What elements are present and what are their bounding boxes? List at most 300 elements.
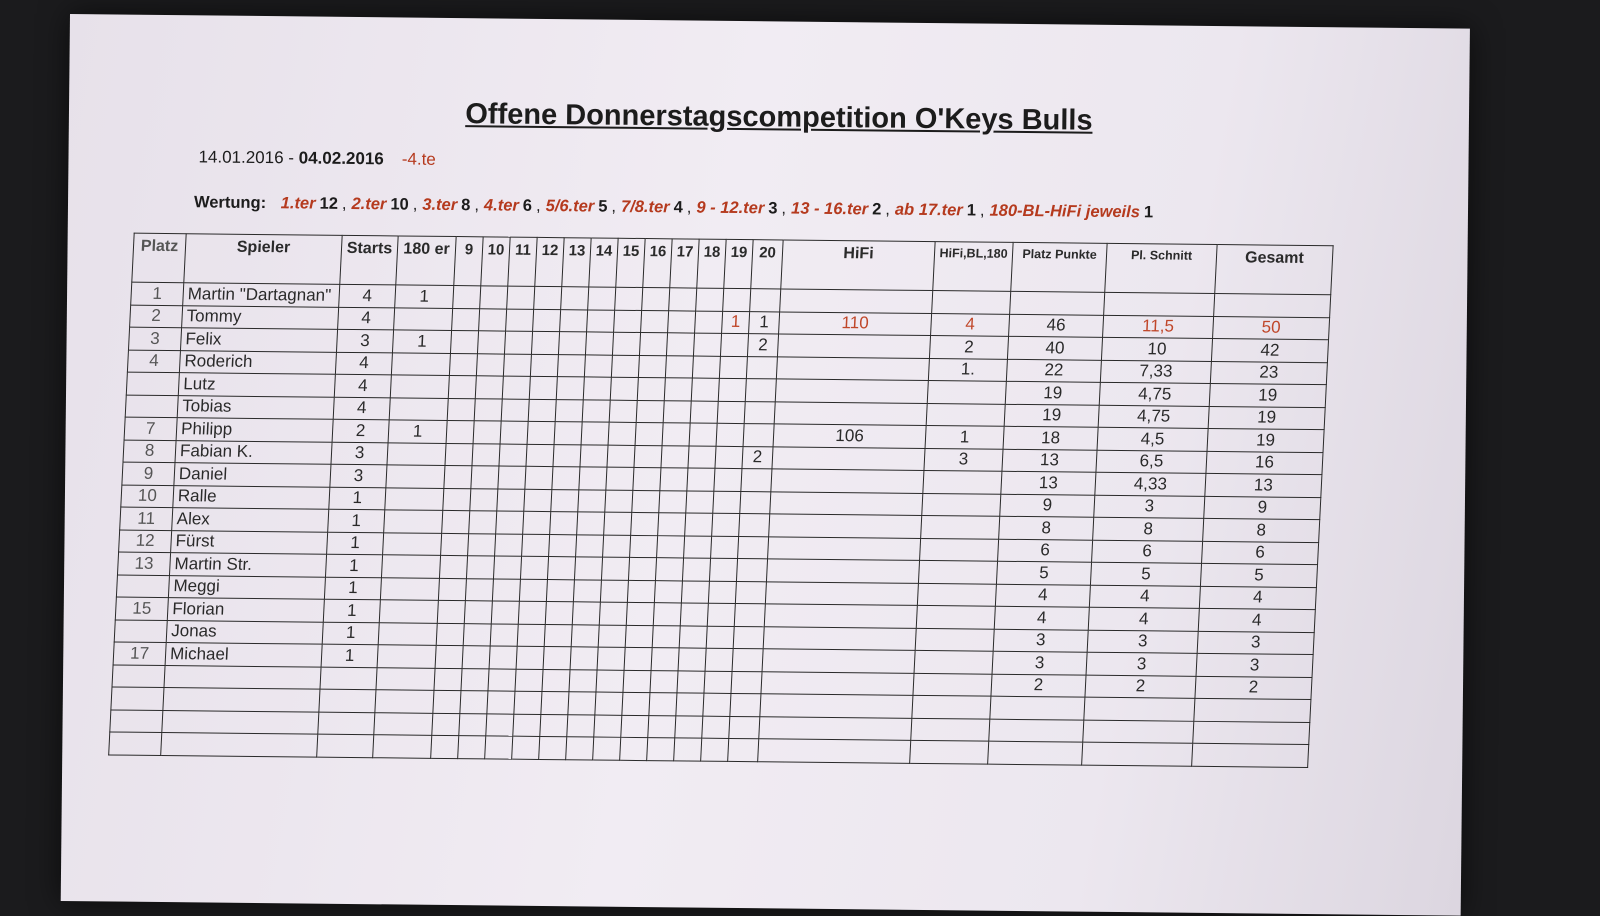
column-header: Platz xyxy=(132,233,186,283)
table-cell: 19 xyxy=(1209,383,1326,407)
table-cell xyxy=(387,442,446,465)
empty-cell xyxy=(594,715,622,738)
scoring-place: 1.ter xyxy=(280,194,316,213)
empty-cell xyxy=(587,309,615,332)
table-cell xyxy=(1010,291,1105,314)
table-cell: 13 xyxy=(1205,473,1322,497)
empty-cell xyxy=(675,715,703,738)
column-header: 10 xyxy=(481,237,510,286)
table-cell xyxy=(373,735,432,758)
scoring-points: 12 xyxy=(319,194,339,213)
table-cell: Philipp xyxy=(176,418,333,442)
date-end: 04.02.2016 xyxy=(298,148,384,169)
empty-cell xyxy=(489,646,517,669)
empty-cell xyxy=(654,580,682,603)
table-cell: Tommy xyxy=(182,305,339,329)
table-cell: 22 xyxy=(1006,359,1101,382)
table-cell xyxy=(386,465,445,488)
empty-cell xyxy=(674,738,702,761)
table-cell xyxy=(709,558,737,581)
empty-cell xyxy=(573,579,601,602)
table-cell: 1 xyxy=(325,554,382,577)
table-cell xyxy=(990,696,1085,719)
table-cell: 12 xyxy=(119,530,172,553)
empty-cell xyxy=(450,331,478,354)
empty-cell xyxy=(599,602,627,625)
empty-cell xyxy=(580,444,608,467)
table-cell: 1 xyxy=(321,644,378,667)
table-cell: 1 xyxy=(395,285,454,308)
empty-cell xyxy=(444,465,472,488)
empty-cell xyxy=(495,533,523,556)
empty-cell xyxy=(525,466,553,489)
empty-cell xyxy=(625,625,653,648)
table-cell: 4 xyxy=(1198,608,1315,632)
empty-cell xyxy=(527,421,555,444)
table-cell xyxy=(732,648,763,671)
empty-cell xyxy=(604,512,632,535)
empty-cell xyxy=(534,286,562,309)
table-cell: 4,5 xyxy=(1097,427,1208,451)
table-cell xyxy=(763,626,916,650)
empty-cell xyxy=(436,623,464,646)
table-cell: 19 xyxy=(1004,404,1099,427)
table-cell xyxy=(989,719,1084,742)
table-cell xyxy=(771,469,924,493)
table-cell xyxy=(385,487,444,510)
scoring-label: Wertung: xyxy=(193,193,267,213)
empty-cell xyxy=(668,310,696,333)
table-cell: 50 xyxy=(1213,316,1330,340)
empty-cell xyxy=(437,600,465,623)
empty-cell xyxy=(684,535,712,558)
empty-cell xyxy=(546,579,574,602)
table-cell: 4 xyxy=(1088,607,1199,631)
empty-cell xyxy=(543,647,571,670)
table-cell xyxy=(161,733,318,757)
table-cell xyxy=(377,645,436,668)
table-cell: 9 xyxy=(1204,496,1321,520)
table-cell xyxy=(711,536,739,559)
empty-cell xyxy=(678,648,706,671)
table-cell xyxy=(916,605,995,628)
empty-cell xyxy=(554,422,582,445)
column-header: 11 xyxy=(508,237,537,286)
empty-cell xyxy=(691,378,719,401)
empty-cell xyxy=(528,399,556,422)
table-cell: 1 xyxy=(328,509,385,532)
empty-cell xyxy=(555,399,583,422)
table-cell: 13 xyxy=(1002,449,1097,472)
empty-cell xyxy=(449,353,477,376)
empty-cell xyxy=(660,468,688,491)
table-cell: 2 xyxy=(991,674,1086,697)
table-cell: 6 xyxy=(1092,540,1203,564)
empty-cell xyxy=(531,331,559,354)
table-cell xyxy=(770,491,923,515)
table-cell xyxy=(733,626,764,649)
table-cell: 1 xyxy=(749,311,780,334)
empty-cell xyxy=(439,555,467,578)
column-header: 14 xyxy=(589,238,618,287)
table-cell: 4,75 xyxy=(1098,405,1209,429)
table-cell: 4 xyxy=(339,284,396,307)
table-cell: 11 xyxy=(120,507,173,530)
empty-cell xyxy=(526,444,554,467)
table-cell xyxy=(126,372,179,395)
empty-cell xyxy=(460,691,488,714)
table-cell: 17 xyxy=(113,642,166,665)
table-cell: 5 xyxy=(1200,563,1317,587)
table-cell: 40 xyxy=(1007,336,1102,359)
table-cell: 2 xyxy=(1085,675,1196,699)
empty-cell xyxy=(470,488,498,511)
empty-cell xyxy=(557,354,585,377)
empty-cell xyxy=(545,602,573,625)
column-header: Platz Punkte xyxy=(1011,242,1107,292)
table-cell xyxy=(1104,292,1215,316)
table-cell: 3 xyxy=(1094,495,1205,519)
table-cell xyxy=(738,536,769,559)
empty-cell xyxy=(570,647,598,670)
table-cell xyxy=(706,626,734,649)
empty-cell xyxy=(579,467,607,490)
empty-cell xyxy=(550,512,578,535)
table-cell: 19 xyxy=(1208,406,1325,430)
table-cell xyxy=(376,667,435,690)
scoring-rules: Wertung: 1.ter 12 , 2.ter 10 , 3.ter 8 , 4.ter 6 , 5/6.ter 5 , 7/8.ter 4 , 9 - 12.ter 3 , 13 - 16.ter 2 , ab 17.ter 1 , 180-BL-HiFi jeweils 1 xyxy=(193,193,1154,222)
empty-cell xyxy=(682,558,710,581)
table-cell: 42 xyxy=(1211,338,1328,362)
table-cell: 8 xyxy=(123,440,176,463)
empty-cell xyxy=(630,535,658,558)
empty-cell xyxy=(492,578,520,601)
empty-cell xyxy=(624,647,652,670)
table-cell: 1 xyxy=(327,532,384,555)
table-cell: 3 xyxy=(1087,630,1198,654)
table-cell: 1 xyxy=(322,622,379,645)
table-cell xyxy=(988,741,1083,764)
empty-cell xyxy=(585,332,613,355)
empty-cell xyxy=(582,399,610,422)
table-cell: Martin "Dartagnan" xyxy=(183,283,340,307)
table-cell: 7 xyxy=(124,417,177,440)
empty-cell xyxy=(649,693,677,716)
empty-cell xyxy=(435,645,463,668)
empty-cell xyxy=(603,535,631,558)
empty-cell xyxy=(556,377,584,400)
empty-cell xyxy=(601,557,629,580)
empty-cell xyxy=(584,354,612,377)
table-cell: 19 xyxy=(1005,381,1100,404)
empty-cell xyxy=(574,557,602,580)
table-cell xyxy=(715,446,743,469)
empty-cell xyxy=(581,422,609,445)
empty-cell xyxy=(523,511,551,534)
empty-cell xyxy=(544,624,572,647)
table-cell xyxy=(116,575,169,598)
table-cell xyxy=(740,491,771,514)
empty-cell xyxy=(663,400,691,423)
table-cell xyxy=(912,695,991,718)
table-cell xyxy=(1192,743,1309,767)
table-cell: 23 xyxy=(1210,361,1327,385)
empty-cell xyxy=(633,467,661,490)
table-cell xyxy=(736,559,767,582)
empty-cell xyxy=(514,691,542,714)
table-cell: 2 xyxy=(929,336,1008,359)
scoring-points: 10 xyxy=(390,195,409,214)
empty-cell xyxy=(598,625,626,648)
table-cell: 16 xyxy=(1206,451,1323,475)
empty-cell xyxy=(560,309,588,332)
empty-cell xyxy=(486,713,514,736)
empty-cell xyxy=(502,376,530,399)
table-cell xyxy=(162,710,319,734)
scoring-place: 3.ter xyxy=(422,195,458,215)
table-cell xyxy=(734,603,765,626)
empty-cell xyxy=(497,489,525,512)
empty-cell xyxy=(662,423,690,446)
empty-cell xyxy=(542,669,570,692)
table-cell: Alex xyxy=(172,508,329,532)
empty-cell xyxy=(513,714,541,737)
column-header: 9 xyxy=(454,237,483,286)
scoring-points: 6 xyxy=(522,196,533,215)
table-cell xyxy=(769,514,922,538)
column-header: 20 xyxy=(751,240,783,289)
empty-cell xyxy=(679,625,707,648)
table-cell xyxy=(111,687,164,710)
table-cell xyxy=(927,381,1006,404)
empty-cell xyxy=(529,376,557,399)
empty-cell xyxy=(443,488,471,511)
table-cell xyxy=(381,555,440,578)
table-cell: 2 xyxy=(742,446,773,469)
empty-cell xyxy=(507,286,535,309)
empty-cell xyxy=(519,579,547,602)
empty-cell xyxy=(657,535,685,558)
empty-cell xyxy=(549,534,577,557)
table-cell: 3 xyxy=(1196,653,1313,677)
empty-cell xyxy=(469,511,497,534)
empty-cell xyxy=(458,736,486,759)
empty-cell xyxy=(571,624,599,647)
table-cell: 2 xyxy=(1195,676,1312,700)
table-cell xyxy=(775,379,928,403)
empty-cell xyxy=(641,310,669,333)
empty-cell xyxy=(577,512,605,535)
empty-cell xyxy=(498,466,526,489)
table-cell xyxy=(1214,294,1331,318)
empty-cell xyxy=(524,489,552,512)
table-cell: 1 xyxy=(131,282,184,305)
table-cell: 18 xyxy=(1003,426,1098,449)
table-cell xyxy=(720,333,748,356)
table-cell xyxy=(728,738,759,761)
empty-cell xyxy=(665,355,693,378)
table-cell: 4 xyxy=(995,584,1090,607)
empty-cell xyxy=(680,603,708,626)
table-cell xyxy=(730,693,761,716)
table-cell xyxy=(914,650,993,673)
empty-cell xyxy=(433,690,461,713)
table-cell xyxy=(384,510,443,533)
empty-cell xyxy=(466,556,494,579)
table-cell: 15 xyxy=(115,597,168,620)
empty-cell xyxy=(568,692,596,715)
table-cell xyxy=(758,739,911,763)
table-cell: 3 xyxy=(993,629,1088,652)
column-header: 13 xyxy=(562,238,591,287)
table-cell: 2 xyxy=(747,334,778,357)
table-cell xyxy=(163,688,320,712)
empty-cell xyxy=(664,378,692,401)
empty-cell xyxy=(432,713,460,736)
table-cell: 4 xyxy=(1199,586,1316,610)
empty-cell xyxy=(597,647,625,670)
empty-cell xyxy=(567,714,595,737)
table-cell: Jonas xyxy=(166,620,323,644)
table-cell xyxy=(704,671,732,694)
table-cell xyxy=(109,732,162,755)
empty-cell xyxy=(628,557,656,580)
table-cell: 4,75 xyxy=(1099,382,1210,406)
empty-cell xyxy=(627,580,655,603)
empty-cell xyxy=(431,735,459,758)
empty-cell xyxy=(578,489,606,512)
empty-cell xyxy=(566,737,594,760)
table-cell: Felix xyxy=(180,328,337,352)
column-header: 17 xyxy=(670,239,699,288)
table-cell: Florian xyxy=(167,598,324,622)
table-cell: Daniel xyxy=(174,463,331,487)
empty-cell xyxy=(696,288,724,311)
scoring-place: 2.ter xyxy=(351,194,387,214)
empty-cell xyxy=(468,533,496,556)
table-cell: 4 xyxy=(335,352,392,375)
table-cell: Tobias xyxy=(177,395,334,419)
table-cell: 110 xyxy=(779,311,932,335)
table-cell: 3 xyxy=(128,327,181,350)
table-cell: 8 xyxy=(999,516,1094,539)
table-cell: 10 xyxy=(121,485,174,508)
empty-cell xyxy=(676,693,704,716)
scoring-points: 1 xyxy=(1143,203,1154,222)
table-cell xyxy=(917,583,996,606)
table-cell xyxy=(762,649,915,673)
table-cell: 4,33 xyxy=(1095,472,1206,496)
empty-cell xyxy=(651,648,679,671)
table-cell xyxy=(716,423,744,446)
table-cell: 1 xyxy=(722,311,750,334)
empty-cell xyxy=(516,646,544,669)
empty-cell xyxy=(445,443,473,466)
table-cell: 3 xyxy=(1197,631,1314,655)
table-cell xyxy=(920,538,999,561)
table-cell xyxy=(911,718,990,741)
column-header: HiFi xyxy=(781,240,935,291)
scoring-place: 180-BL-HiFi jeweils xyxy=(989,201,1141,222)
empty-cell xyxy=(632,490,660,513)
empty-cell xyxy=(653,603,681,626)
table-cell: 3 xyxy=(1086,652,1197,676)
empty-cell xyxy=(485,736,513,759)
empty-cell xyxy=(471,466,499,489)
column-header: Pl. Schnitt xyxy=(1105,243,1217,293)
empty-cell xyxy=(693,333,721,356)
empty-cell xyxy=(669,288,697,311)
column-header: 19 xyxy=(724,239,753,288)
empty-cell xyxy=(648,715,676,738)
table-cell xyxy=(714,468,742,491)
scoring-points: 2 xyxy=(872,200,882,219)
empty-cell xyxy=(558,332,586,355)
empty-cell xyxy=(583,377,611,400)
empty-cell xyxy=(515,669,543,692)
column-header: Spieler xyxy=(184,234,342,285)
scoring-place: ab 17.ter xyxy=(894,200,963,220)
table-cell: Fürst xyxy=(171,530,328,554)
table-cell xyxy=(380,577,439,600)
scoring-points: 8 xyxy=(461,196,471,215)
empty-cell xyxy=(686,490,714,513)
empty-cell xyxy=(622,692,650,715)
empty-cell xyxy=(512,736,540,759)
empty-cell xyxy=(553,444,581,467)
empty-cell xyxy=(635,422,663,445)
empty-cell xyxy=(615,287,643,310)
table-cell xyxy=(764,604,917,628)
empty-cell xyxy=(506,309,534,332)
table-cell xyxy=(766,559,919,583)
empty-cell xyxy=(541,691,569,714)
empty-cell xyxy=(611,355,639,378)
empty-cell xyxy=(569,669,597,692)
table-cell: Lutz xyxy=(178,373,335,397)
table-cell xyxy=(703,693,731,716)
empty-cell xyxy=(504,331,532,354)
column-header: 18 xyxy=(697,239,726,288)
table-cell: 10 xyxy=(1101,337,1212,361)
empty-cell xyxy=(652,625,680,648)
empty-cell xyxy=(520,556,548,579)
table-cell xyxy=(712,513,740,536)
table-cell xyxy=(765,581,918,605)
table-cell xyxy=(719,356,747,379)
table-cell xyxy=(164,665,321,689)
table-cell xyxy=(1194,698,1311,722)
date-start: 14.01.2016 - xyxy=(198,147,299,168)
empty-cell xyxy=(496,511,524,534)
empty-cell xyxy=(472,443,500,466)
empty-cell xyxy=(595,692,623,715)
table-cell xyxy=(114,620,167,643)
table-cell xyxy=(702,716,730,739)
empty-cell xyxy=(639,332,667,355)
table-cell xyxy=(745,379,776,402)
table-cell xyxy=(922,493,1001,516)
table-cell: 1. xyxy=(928,358,1007,381)
table-cell xyxy=(1084,697,1195,721)
empty-cell xyxy=(647,738,675,761)
table-cell xyxy=(318,712,375,735)
table-cell: 1 xyxy=(323,599,380,622)
empty-cell xyxy=(434,668,462,691)
empty-cell xyxy=(609,400,637,423)
table-cell: Ralle xyxy=(173,485,330,509)
table-cell: Michael xyxy=(165,643,322,667)
